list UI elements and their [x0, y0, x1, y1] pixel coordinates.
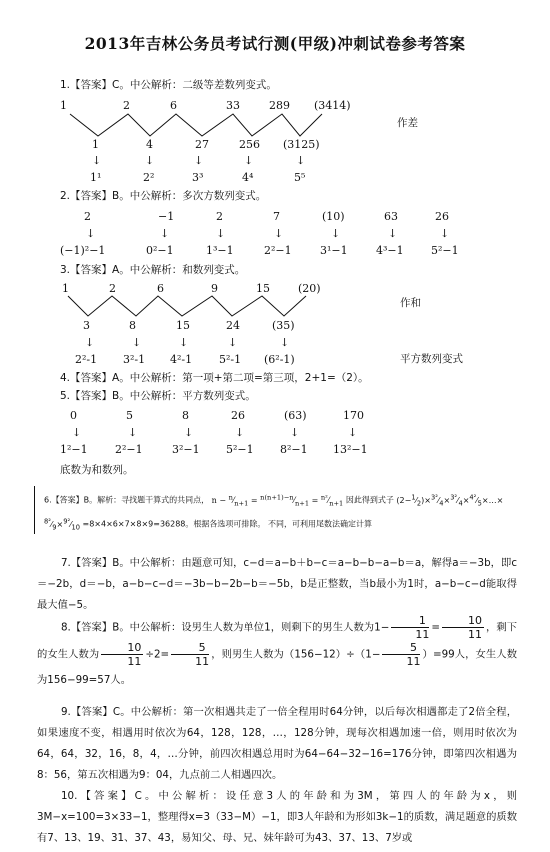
down-arrow-icon: ↓	[244, 154, 254, 167]
q5-top-term: 170	[343, 409, 364, 422]
q3-note: 作和	[400, 297, 421, 309]
q2-power-term: 1³−1	[206, 244, 234, 257]
q3-square-term: 4²-1	[170, 353, 193, 366]
down-arrow-icon: ↓	[194, 154, 204, 167]
q1-diff-term: 27	[195, 138, 209, 151]
q4-heading: 4.【答案】A。中公解析：第一项+第二项=第三项，2+1=（2）。	[60, 372, 369, 384]
q2-heading: 2.【答案】B。中公解析：多次方数列变式。	[60, 190, 267, 202]
q10-explanation: 10.【答案】C。中公解析：设任意3人的年龄和为3M，第四人的年龄为x，则3M−x=100=3×33−1，整理得x=3（33−M）−1，即3人年龄和为形如3k−1的质数，满足题意的质数有7、13、19、31、37、43，易知父、母、兄、妹年龄可为43、37、13、7岁或	[37, 790, 517, 844]
down-arrow-icon: ↓	[216, 227, 226, 240]
down-arrow-icon: ↓	[92, 154, 102, 167]
q2-power-term: 5²−1	[431, 244, 459, 257]
q3-sum-term: 15	[176, 319, 190, 332]
q2-power-term: (−1)²−1	[60, 244, 106, 257]
down-arrow-icon: ↓	[184, 426, 194, 439]
q6-line-2: $^{8^2}⁄_9\times^{9^2}⁄_{10} =8\times 4\times 6\times 7\times 8\times 9=36288$。根据各选项可排除。 不同，可利用尾数法确定计算	[44, 517, 372, 532]
q3-top-term: 2	[109, 282, 116, 295]
q3-sum-term: 8	[129, 319, 136, 332]
q1-top-term: (3414)	[314, 99, 351, 112]
down-arrow-icon: ↓	[179, 336, 189, 349]
down-arrow-icon: ↓	[388, 227, 398, 240]
q1-diff-term: 4	[146, 138, 153, 151]
down-arrow-icon: ↓	[440, 227, 450, 240]
down-arrow-icon: ↓	[348, 426, 358, 439]
q2-top-term: 26	[435, 210, 449, 223]
q5-top-term: (63)	[284, 409, 307, 422]
q3-square-term: (6²-1)	[264, 353, 295, 366]
q2-top-term: 2	[216, 210, 223, 223]
q2-power-term: 2²−1	[264, 244, 292, 257]
down-arrow-icon: ↓	[128, 426, 138, 439]
q1-diff-term: (3125)	[283, 138, 320, 151]
down-arrow-icon: ↓	[228, 336, 238, 349]
q2-top-term: −1	[158, 210, 175, 223]
q2-top-term: 63	[384, 210, 398, 223]
q3-top-term: (20)	[298, 282, 321, 295]
q1-power-term: 1¹	[90, 171, 102, 184]
q1-top-term: 2	[123, 99, 130, 112]
q2-top-term: 7	[273, 210, 280, 223]
q3-square-term: 3²-1	[123, 353, 146, 366]
q1-power-term: 2²	[143, 171, 155, 184]
q9-explanation: 9.【答案】C。中公解析：第一次相遇共走了一倍全程用时64分钟，以后每次相遇都走了2倍全程，如果速度不变，相遇用时依次为64，128，128，…，128分钟，现每次相遇加速一倍，则用时依次为64，64，32，16，8，4，…分钟，前四次相遇总用时为64−64−32−16=176分钟，即第四次相遇为8：56，第五次相遇为9：04，九点前二人相遇四次。	[37, 706, 517, 781]
q1-power-term: 5⁵	[294, 171, 306, 184]
q3-square-term: 5²-1	[219, 353, 242, 366]
q1-heading: 1.【答案】C。中公解析：二级等差数列变式。	[60, 79, 277, 91]
down-arrow-icon: ↓	[274, 227, 284, 240]
q1-power-term: 3³	[192, 171, 204, 184]
q2-top-term: (10)	[322, 210, 345, 223]
q1-top-term: 33	[226, 99, 240, 112]
q2-power-term: 4³−1	[376, 244, 404, 257]
down-arrow-icon: ↓	[145, 154, 155, 167]
q3-square-term: 2²-1	[75, 353, 98, 366]
q6-line-1: 6.【答案】B。解析：寻找题干算式的共同点， $n - ^n⁄_{n+1}$ = $^{n(n+1)-n}⁄_{n+1}$ = $^{n^2}⁄_{n+1}$ 因此得到式子 $(2-^1⁄_2)\times^{3^2}⁄_4\times^{3^2}⁄_4\times^{4^2}⁄_5\times\dots\times$	[44, 493, 504, 508]
down-arrow-icon: ↓	[280, 336, 290, 349]
fraction: $\frac{1}{11}$	[391, 614, 429, 641]
q2-top-term: 2	[84, 210, 91, 223]
q3-top-term: 1	[62, 282, 69, 295]
q5-heading: 5.【答案】B。中公解析：平方数列变式。	[60, 390, 256, 402]
q1-note: 作差	[397, 117, 418, 129]
fraction: $\frac{5}{11}$	[382, 641, 420, 668]
down-arrow-icon: ↓	[85, 336, 95, 349]
q1-diff-term: 1	[92, 138, 99, 151]
down-arrow-icon: ↓	[296, 154, 306, 167]
down-arrow-icon: ↓	[235, 426, 245, 439]
q5-top-term: 26	[231, 409, 245, 422]
q7-explanation: 7.【答案】B。中公解析：由题意可知，c−d＝a−b＋b−c＝a−b−b−a−b＝a，解得a＝−3b，即c＝−2b，d＝−b，a−b−c−d＝−3b−b−2b−b＝−5b，b是正整数，当b最小为1时，a−b−c−d能取得最大值−5。	[37, 557, 517, 611]
q5-square-term: 5²−1	[226, 443, 254, 456]
q3-sum-term: 3	[83, 319, 90, 332]
q5-top-term: 0	[70, 409, 77, 422]
q3-sum-term: (35)	[272, 319, 295, 332]
fraction: $\frac{5}{11}$	[171, 641, 209, 668]
q5-top-term: 5	[126, 409, 133, 422]
q2-power-term: 3¹−1	[320, 244, 348, 257]
q3-top-term: 9	[211, 282, 218, 295]
down-arrow-icon: ↓	[132, 336, 142, 349]
q1-top-term: 289	[269, 99, 290, 112]
q3-sum-term: 24	[226, 319, 240, 332]
q1-power-term: 4⁴	[242, 171, 254, 184]
q5-square-term: 8²−1	[280, 443, 308, 456]
q5-top-term: 8	[182, 409, 189, 422]
q5-square-term: 1²−1	[60, 443, 88, 456]
down-arrow-icon: ↓	[160, 227, 170, 240]
q1-top-term: 1	[60, 99, 67, 112]
q5-square-term: 3²−1	[172, 443, 200, 456]
down-arrow-icon: ↓	[72, 426, 82, 439]
fraction: $\frac{10}{11}$	[442, 614, 484, 641]
q3-top-term: 15	[256, 282, 270, 295]
down-arrow-icon: ↓	[290, 426, 300, 439]
q3-heading: 3.【答案】A。中公解析：和数列变式。	[60, 264, 246, 276]
q8-explanation: 8.【答案】B。中公解析：设男生人数为单位1，则剩下的男生人数为1− $\frac{1}{11}$ = $\frac{10}{11}$ ，剩下的女生人数为 $\frac{10}{11}$ ÷2= $\frac{5}{11}$ ，则男生人数为（156−12）÷（1− $\frac{5}{11}$ ）=99人，女生人数为156−99=57人。	[37, 614, 517, 686]
down-arrow-icon: ↓	[331, 227, 341, 240]
q1-top-term: 6	[170, 99, 177, 112]
q5-square-term: 13²−1	[333, 443, 368, 456]
q5-square-term: 2²−1	[115, 443, 143, 456]
q3-note-2: 平方数列变式	[400, 353, 463, 365]
down-arrow-icon: ↓	[86, 227, 96, 240]
q1-diff-term: 256	[239, 138, 260, 151]
q3-top-term: 6	[157, 282, 164, 295]
q5-tail: 底数为和数列。	[60, 464, 134, 476]
fraction: $\frac{10}{11}$	[101, 641, 143, 668]
page-title: 2013年吉林公务员考试行测(甲级)冲刺试卷参考答案	[84, 34, 466, 53]
q2-power-term: 0²−1	[146, 244, 174, 257]
